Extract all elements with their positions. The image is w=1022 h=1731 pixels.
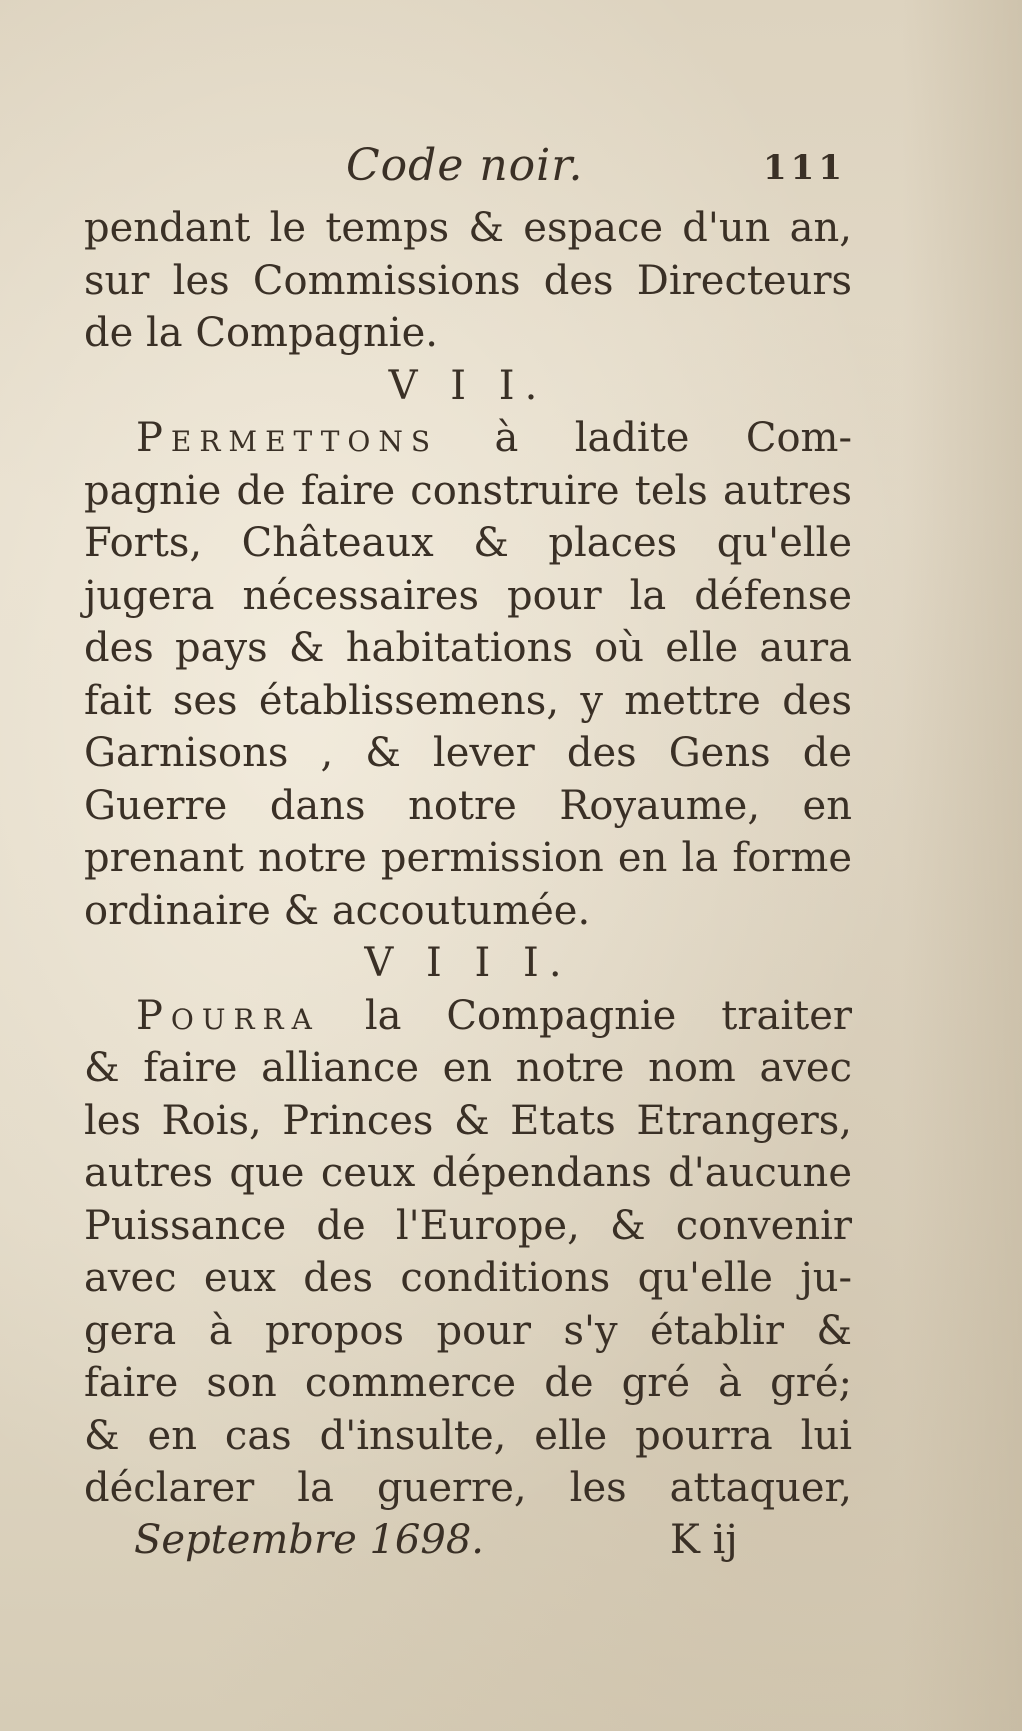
- text-line: Guerre dans notre Royaume, en: [84, 782, 852, 829]
- text-line: fait ses établissemens, y mettre des: [84, 677, 852, 724]
- page-footer: [84, 1517, 852, 1575]
- text-line: sur les Commissions des Directeurs: [84, 257, 852, 304]
- section-viii-opening-line: [84, 990, 852, 1043]
- signature-mark: K ij: [670, 1516, 738, 1563]
- text-line: faire son commerce de gré à gré;: [84, 1360, 852, 1406]
- text-line: pendant le temps & espace d'un an,: [84, 205, 852, 251]
- text-line: Forts, Châteaux & places qu'elle: [84, 520, 852, 566]
- page-text: [84, 140, 852, 1575]
- text-line: de la Compagnie.: [84, 310, 438, 356]
- text-line: Garnisons , & lever des Gens de: [84, 730, 852, 776]
- text-line: avec eux des conditions qu'elle ju-: [84, 1255, 852, 1301]
- text-fragment: la Compagnie traiter: [364, 992, 852, 1039]
- text-line: des pays & habitations où elle aura: [84, 625, 852, 671]
- signature-date: Septembre 1698.: [134, 1516, 484, 1563]
- text-fragment: à ladite Com-: [494, 415, 852, 461]
- text-line: & en cas d'insulte, elle pourra lui: [84, 1412, 852, 1459]
- page-number: 111: [763, 148, 846, 188]
- text-line: & faire alliance en notre nom avec: [84, 1045, 852, 1091]
- text-line: pagnie de faire construire tels autres: [84, 467, 852, 514]
- text-line: déclarer la guerre, les attaquer,: [84, 1465, 852, 1511]
- text-line: jugera nécessaires pour la défense: [84, 572, 852, 619]
- section-heading-vii: V I I.: [388, 362, 548, 409]
- running-title: Code noir.: [346, 140, 584, 191]
- text-line: autres que ceux dépendans d'aucune: [84, 1150, 852, 1196]
- section-heading-viii: V I I I.: [364, 940, 572, 986]
- page-header: [84, 140, 852, 202]
- text-line: prenant notre permission en la forme: [84, 835, 852, 881]
- section-vii-opening-line: [84, 412, 852, 465]
- text-line: ordinaire & accoutumée.: [84, 887, 591, 934]
- text-line: gera à propos pour s'y établir &: [84, 1307, 852, 1354]
- text-line: Puissance de l'Europe, & convenir: [84, 1202, 852, 1249]
- text-line: les Rois, Princes & Etats Etrangers,: [84, 1097, 852, 1144]
- opening-word: Pourra: [136, 992, 320, 1039]
- opening-word: Permettons: [136, 415, 439, 461]
